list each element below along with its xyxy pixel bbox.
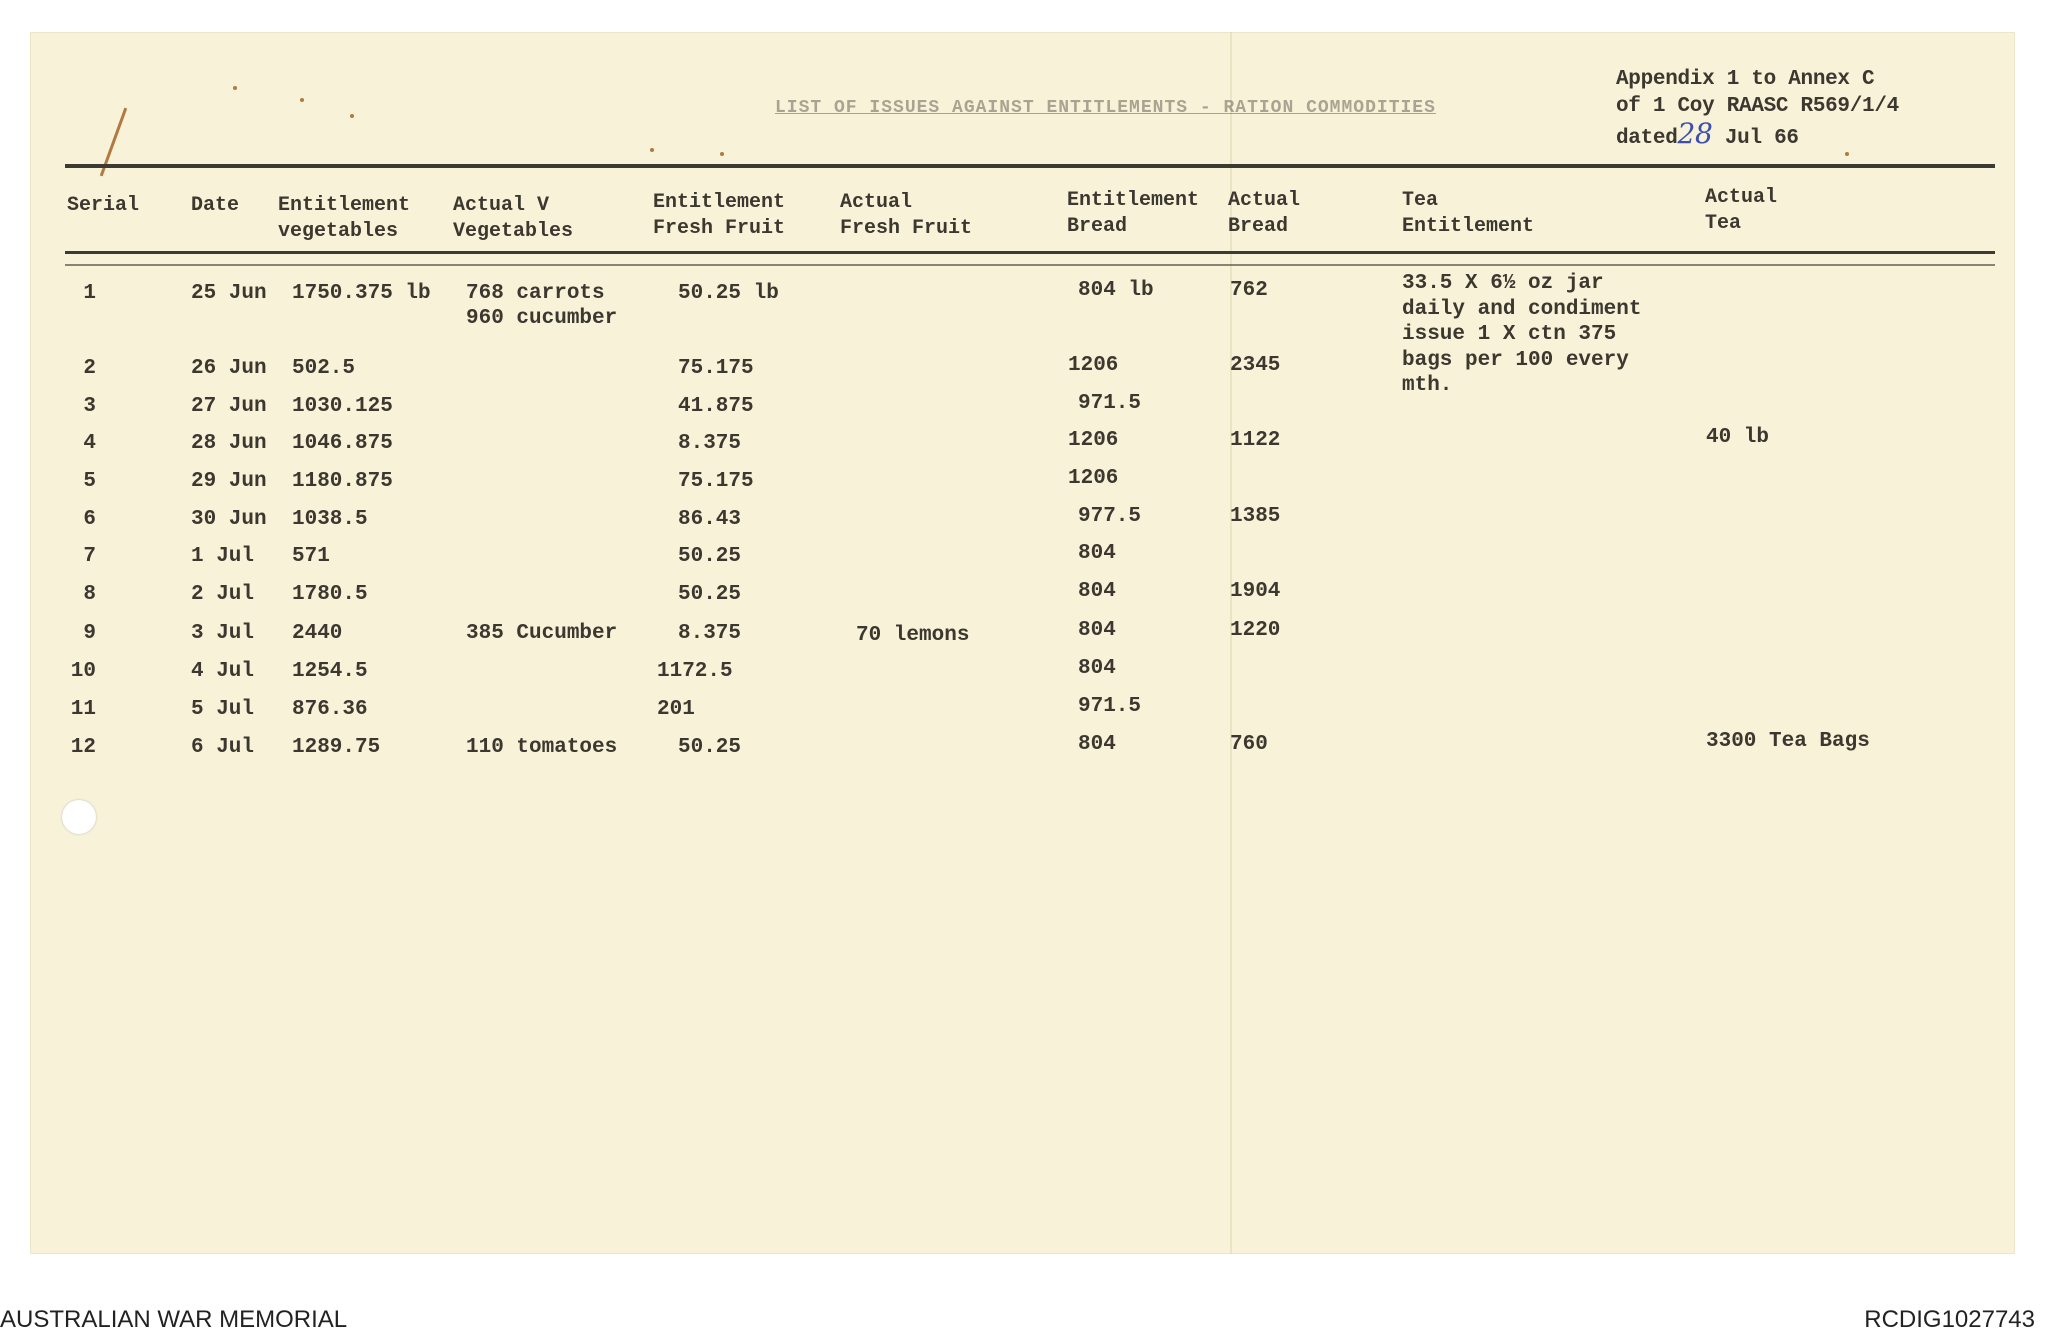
cell-serial: 10: [70, 660, 96, 683]
cell-ent-bread: 1206: [1068, 467, 1119, 490]
tea-note-line: 33.5 X 6½ oz jar: [1402, 272, 1604, 295]
cell-date: 5 Jul: [191, 698, 255, 721]
cell-ent-veg: 1046.875: [292, 432, 393, 455]
tea-note-line: bags per 100 every: [1402, 348, 1629, 372]
document-title: LIST OF ISSUES AGAINST ENTITLEMENTS - RATION COMMODITIES: [775, 98, 1436, 118]
dated-label: dated: [1616, 127, 1678, 150]
cell-act-bread: 1904: [1230, 580, 1281, 603]
cell-act-veg2: 960 cucumber: [466, 307, 618, 330]
top-rule: [65, 164, 1995, 168]
cell-serial: 2: [83, 357, 96, 380]
cell-ent-bread: 1206: [1068, 354, 1119, 377]
footer-id: RCDIG1027743: [1864, 1306, 2035, 1333]
cell-act-bread: 1122: [1230, 429, 1281, 452]
appendix-line-2: of 1 Coy RAASC R569/1/4: [1616, 95, 1899, 118]
appendix-reference: [1616, 66, 1899, 152]
cell-ent-bread: 804 lb: [1078, 279, 1154, 302]
cell-date: 29 Jun: [191, 470, 267, 493]
stain-mark: [720, 152, 724, 156]
cell-ent-fruit: 8.375: [678, 432, 742, 455]
footer-source: AUSTRALIAN WAR MEMORIAL: [0, 1306, 348, 1333]
header-actual-vegetables: [453, 193, 573, 245]
cell-ent-veg: 1750.375 lb: [292, 282, 431, 305]
cell-ent-veg: 1254.5: [292, 660, 368, 683]
appendix-date: [1616, 117, 1899, 152]
cell-act-bread: 2345: [1230, 354, 1281, 377]
cell-ent-fruit: 50.25: [678, 736, 742, 759]
cell-ent-fruit: 1172.5: [657, 660, 733, 683]
header-serial: [67, 193, 139, 219]
cell-act-bread: 760: [1230, 733, 1268, 756]
cell-ent-veg: 1780.5: [292, 583, 368, 606]
cell-ent-veg: 1038.5: [292, 508, 368, 531]
cell-ent-fruit: 50.25: [678, 545, 742, 568]
cell-date: 3 Jul: [191, 622, 255, 645]
cell-act-bread: 1220: [1230, 619, 1281, 642]
header-text: Actual: [840, 191, 913, 214]
cell-date: 1 Jul: [191, 545, 255, 568]
header-text: Entitlement: [278, 194, 411, 217]
cell-date: 6 Jul: [191, 736, 255, 759]
tea-note-line: daily and condiment: [1402, 297, 1642, 321]
header-actual-fresh-fruit: [840, 190, 972, 242]
cell-date: 2 Jul: [191, 583, 255, 606]
header-rule: [65, 251, 1995, 254]
cell-serial: 5: [83, 470, 96, 493]
tea-note-line: issue 1 X ctn 375: [1402, 323, 1617, 346]
header-entitlement-bread: [1067, 188, 1199, 240]
tea-note-line: mth.: [1402, 374, 1453, 397]
cell-serial: 8: [83, 583, 96, 606]
cell-serial: 12: [70, 736, 96, 759]
header-text: Entitlement: [1067, 189, 1200, 212]
cell-ent-fruit: 201: [657, 698, 695, 721]
header-text: Tea: [1402, 189, 1439, 212]
cell-ent-veg: 1289.75: [292, 736, 381, 759]
cell-serial: 9: [83, 622, 96, 645]
header-text: Actual: [1705, 186, 1778, 209]
stain-mark: [300, 98, 304, 102]
header-entitlement-vegetables: [278, 193, 410, 245]
cell-ent-veg: 2440: [292, 622, 343, 645]
header-text: Bread: [1067, 215, 1128, 238]
cell-date: 27 Jun: [191, 395, 267, 418]
punch-hole: [62, 800, 96, 834]
cell-date: 4 Jul: [191, 660, 255, 683]
header-text: Bread: [1228, 215, 1289, 238]
header-text: Vegetables: [453, 220, 574, 243]
dated-month: Jul 66: [1724, 127, 1799, 150]
stain-mark: [1845, 152, 1849, 156]
cell-ent-veg: 571: [292, 545, 330, 568]
cell-serial: 11: [70, 698, 96, 721]
cell-ent-fruit: 41.875: [678, 395, 754, 418]
cell-act-fruit: 70 lemons: [856, 624, 970, 647]
cell-ent-bread: 804: [1078, 542, 1116, 565]
header-tea-entitlement: [1402, 188, 1534, 240]
cell-serial: 4: [83, 432, 96, 455]
cell-serial: 7: [83, 545, 96, 568]
cell-ent-bread: 804: [1078, 619, 1116, 642]
cell-act-tea: 3300 Tea Bags: [1706, 730, 1870, 753]
cell-ent-veg: 502.5: [292, 357, 356, 380]
header-text: Entitlement: [1402, 215, 1535, 238]
cell-ent-bread: 804: [1078, 657, 1116, 680]
header-text: Serial: [67, 194, 140, 217]
stain-mark: [650, 148, 654, 152]
cell-ent-bread: 971.5: [1078, 392, 1142, 415]
stain-mark: [233, 86, 237, 90]
header-rule-2: [65, 264, 1995, 266]
cell-ent-bread: 977.5: [1078, 505, 1142, 528]
header-date: [191, 193, 239, 219]
appendix-line-1: Appendix 1 to Annex C: [1616, 68, 1875, 91]
cell-date: 26 Jun: [191, 357, 267, 380]
cell-ent-fruit: 86.43: [678, 508, 742, 531]
cell-act-bread: 762: [1230, 279, 1268, 302]
header-text: Actual: [1228, 189, 1301, 212]
cell-ent-bread: 971.5: [1078, 695, 1142, 718]
cell-act-veg: 110 tomatoes: [466, 736, 618, 759]
header-text: Tea: [1705, 212, 1742, 235]
cell-ent-veg: 1180.875: [292, 470, 393, 493]
header-text: Entitlement: [653, 191, 786, 214]
cell-ent-bread: 804: [1078, 733, 1116, 756]
handwritten-day: 28: [1677, 117, 1713, 150]
header-actual-tea: [1705, 185, 1777, 237]
cell-act-tea: 40 lb: [1706, 426, 1770, 449]
cell-act-veg: 768 carrots: [466, 282, 605, 305]
cell-act-bread: 1385: [1230, 505, 1281, 528]
cell-serial: 6: [83, 508, 96, 531]
header-entitlement-fresh-fruit: [653, 190, 785, 242]
cell-ent-bread: 804: [1078, 580, 1116, 603]
header-text: Fresh Fruit: [840, 217, 973, 240]
cell-ent-bread: 1206: [1068, 429, 1119, 452]
cell-ent-veg: 876.36: [292, 698, 368, 721]
cell-ent-fruit: 8.375: [678, 622, 742, 645]
cell-serial: 1: [83, 282, 96, 305]
cell-date: 25 Jun: [191, 282, 267, 305]
cell-ent-fruit: 75.175: [678, 357, 754, 380]
header-text: Actual V: [453, 194, 550, 217]
cell-ent-fruit: 75.175: [678, 470, 754, 493]
stain-mark: [350, 114, 354, 118]
cell-act-veg: 385 Cucumber: [466, 622, 618, 645]
cell-serial: 3: [83, 395, 96, 418]
cell-date: 30 Jun: [191, 508, 267, 531]
cell-ent-fruit: 50.25: [678, 583, 742, 606]
cell-ent-veg: 1030.125: [292, 395, 393, 418]
tea-entitlement-note: [1402, 271, 1641, 399]
header-text: Fresh Fruit: [653, 217, 786, 240]
header-actual-bread: [1228, 188, 1300, 240]
header-text: Date: [191, 194, 240, 217]
cell-date: 28 Jun: [191, 432, 267, 455]
cell-ent-fruit: 50.25 lb: [678, 282, 779, 305]
header-text: vegetables: [278, 220, 399, 243]
